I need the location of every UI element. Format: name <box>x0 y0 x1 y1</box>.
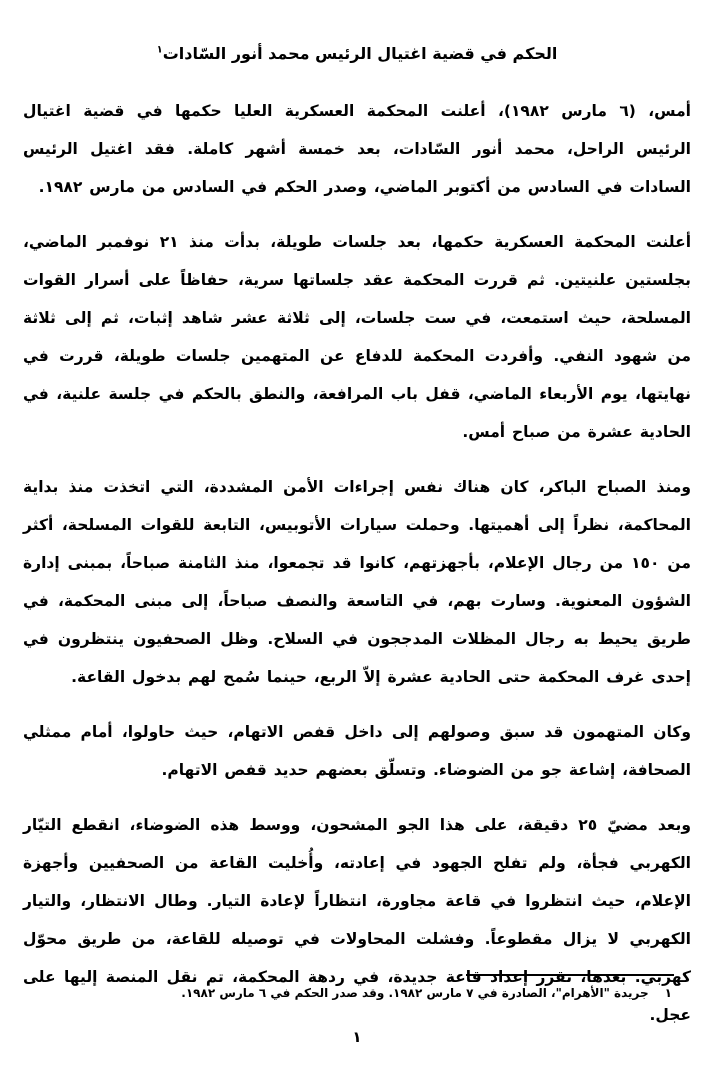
page-number: ١ <box>352 1028 362 1046</box>
body-paragraph-3: ومنذ الصباح الباكر، كان هناك نفس إجراءات الأمن المشددة، التي اتخذت منذ بداية المحاكمة، نظراً إلى أهميتها. وحملت سيارات الأتوبيس، التابعة للقوات المسلحة، أكثر من ١٥٠ من رجال الإعلام، بأجهزتهم، كانوا قد تجمعوا، منذ الثامنة صباحاً، بمبنى إدارة الشؤون المعنوية. وسارت بهم، في التاسعة والنصف صباحاً، إلى مبنى المحكمة، في طريق يحيط به رجال المظلات المدججون في السلاح. وظل الصحفيون ينتظرون في إحدى غرف المحكمة حتى الحادية عشرة إلاّ الربع، حينما سُمح لهم بدخول القاعة. <box>23 478 691 686</box>
page-title-text: الحكم في قضية اغتيال الرئيس محمد أنور السّادات <box>162 44 558 63</box>
title-footnote-marker: ١ <box>156 44 163 56</box>
footnote-separator-rule <box>466 974 674 976</box>
body-paragraph-2: أعلنت المحكمة العسكرية حكمها، بعد جلسات طويلة، بدأت منذ ٢١ نوفمبر الماضي، بجلستين علنيتين. ثم قررت المحكمة عقد جلساتها سرية، حفاظاً على أسرار القوات المسلحة، حيث استمعت، في ست جلسات، إلى ثلاثة عشر شاهد إثبات، ثم إلى ثلاثة من شهود النفي. وأفردت المحكمة للدفاع عن المتهمين جلسات طويلة، قررت في نهايتها، يوم الأربعاء الماضي، قفل باب المرافعة، والنطق بالحكم في جلسة علنية، في الحادية عشرة من صباح أمس. <box>23 233 692 441</box>
footnote-marker: ١ <box>664 986 672 1000</box>
footnote-text: جريدة "الأهرام"، الصادرة في ٧ مارس ١٩٨٢. وقد صدر الحكم في ٦ مارس ١٩٨٢. <box>181 986 649 1000</box>
page-title <box>0 44 714 63</box>
document-body <box>23 92 691 1051</box>
footnote <box>36 984 672 1003</box>
body-paragraph-5: وبعد مضيّ ٢٥ دقيقة، على هذا الجو المشحون، ووسط هذه الضوضاء، انقطع التيّار الكهربي فجأة، ولم تفلح الجهود في إعادته، وأُخليت القاعة من الصحفيين وأجهزة الإعلام، حيث انتظروا في قاعة مجاورة، انتظاراً لإعادة التيار. وطال الانتظار، والتيار الكهربي لا يزال مقطوعاً. وفشلت المحاولات في توصيله للقاعة، من طريق محوّل كهربي. بعدها، تقرر إعداد قاعة جديدة، في ردهة المحكمة، تم نقل المنصة إليها على عجل. <box>23 816 691 1024</box>
body-paragraph-1: أمس، (٦ مارس ١٩٨٢)، أعلنت المحكمة العسكرية العليا حكمها في قضية اغتيال الرئيس الراحل، محمد أنور السّادات، بعد خمسة أشهر كاملة. فقد اغتيل الرئيس السادات في السادس من أكتوبر الماضي، وصدر الحكم في السادس من مارس ١٩٨٢. <box>23 102 691 196</box>
body-paragraph-4: وكان المتهمون قد سبق وصولهم إلى داخل قفص الاتهام، حيث حاولوا، أمام ممثلي الصحافة، إشاعة جو من الضوضاء. وتسلّق بعضهم حديد قفص الاتهام. <box>23 723 691 779</box>
